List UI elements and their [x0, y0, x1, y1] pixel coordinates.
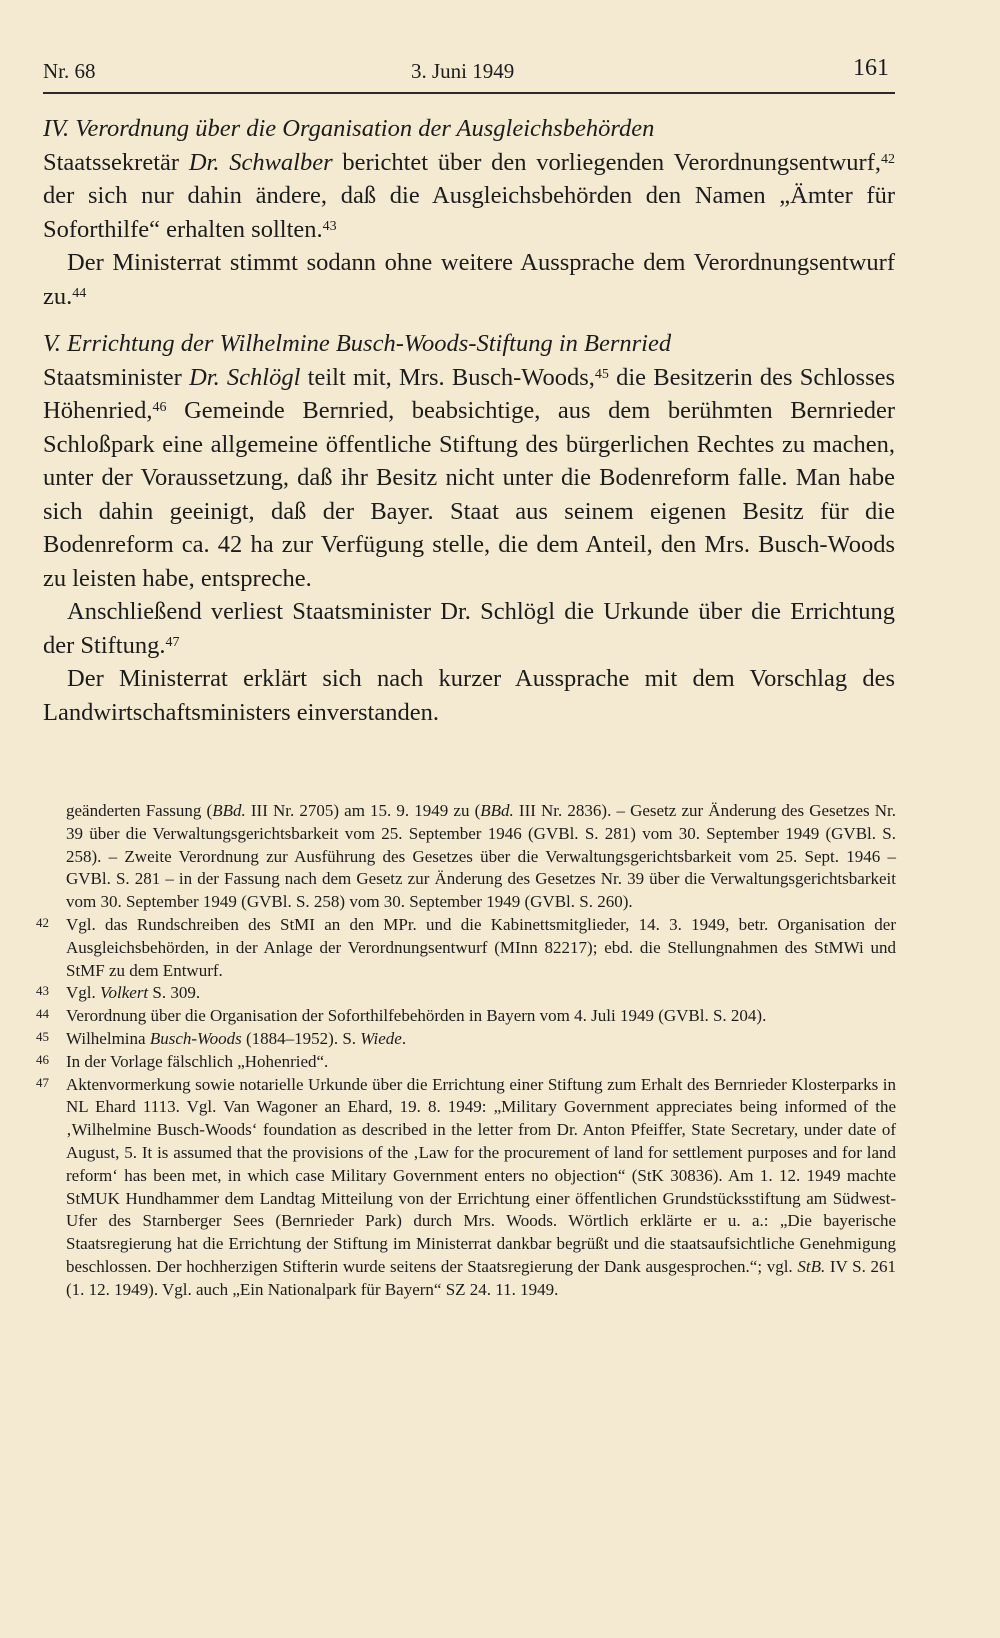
- footnote-number: 44: [36, 1006, 49, 1022]
- paragraph: Der Ministerrat stimmt sodann ohne weitere Aussprache dem Verordnungsentwurf zu.$^{44}$: [43, 249, 895, 310]
- footnote-ref[interactable]: 43: [322, 218, 337, 234]
- footnote-44: 44 Verordnung über die Organisation der Soforthilfebehörden in Bayern vom 4. Juli 1949 (GVBl. S. 204).: [36, 1006, 767, 1026]
- running-header: [43, 55, 895, 89]
- footnote-47: 47 Aktenvormerkung sowie notarielle Urkunde über die Errichtung einer Stiftung zum Erhalt des Bernrieder Klosterparks in NL Ehard 1113. Vgl. Van Wagoner an Ehard, 19. 8. 1949: „Military Government appreciates being informed of the ‚Wilhelmine Busch-Woods‘ foundation as described in the letter from Dr. Anton Pfeiffer, State Secretary, under date of August, 5. It is assumed that the provisions of the ‚Law for the procurement of land for settlement purposes and for land reform‘ has been met, in which case Military Government enters no objection“ (StK 30836). Am 1. 12. 1949 machte StMUK Hundhammer dem Landtag Mitteilung von der Errichtung einer öffentlichen Grundstücksstiftung am Südwest-Ufer des Starnberger Sees (Bernrieder Park) durch Mrs. Woods. Wörtlich erklärte er u. a.: „Die bayerische Staatsregierung hat die Errichtung der Stiftung im Ministerrat dankbar begrüßt und die staatsaufsichtliche Genehmigung beschlossen. Der hochherzigen Stifterin wurde seitens der Staatsregierung der Dank ausgesprochen.“; vgl. StB. IV S. 261 (1. 12. 1949). Vgl. auch „Ein Nationalpark für Bayern“ SZ 24. 11. 1949.: [36, 1074, 896, 1299]
- paragraph: Staatssekretär Dr. Schwalber berichtet über den vorliegenden Verordnungsentwurf,$^{42}$ der sich nur dahin ändere, daß die Ausgleichsbehörden den Namen „Ämter für Soforthilfe“ erhalten sollten.$^{43}$: [43, 148, 895, 243]
- footnote-ref[interactable]: 44: [72, 285, 87, 301]
- footnote-45: 45 Wilhelmina Busch-Woods (1884–1952). S. Wiede.: [36, 1028, 407, 1048]
- section-heading-v: V. Errichtung der Wilhelmine Busch-Woods-Stiftung in Bernried: [43, 330, 672, 357]
- footnote-ref[interactable]: 47: [165, 634, 180, 650]
- footnote-ref[interactable]: 45: [594, 366, 609, 382]
- footnote-46: 46 In der Vorlage fälschlich „Hohenried“.: [36, 1051, 329, 1071]
- paragraph: Staatsminister Dr. Schlögl teilt mit, Mrs. Busch-Woods,$^{45}$ die Besitzerin des Schlosses Höhenried,$^{46}$ Gemeinde Bernried, beabsichtige, aus dem berühmten Bernrieder Schloßpark eine allgemeine öffentliche Stiftung des bürgerlichen Rechtes zu machen, unter der Voraussetzung, daß ihr Besitz nicht unter die Bodenreform falle. Man habe sich dahin geeinigt, daß der Bayer. Staat aus seinem eigenen Besitz für die Bodenreform ca. 42 ha zur Verfügung stelle, die dem Anteil, den Mrs. Busch-Woods zu leisten habe, entspreche.: [43, 363, 896, 592]
- footnote-42: 42 Vgl. das Rundschreiben des StMI an den MPr. und die Kabinettsmitglieder, 14. 3. 1949, betr. Organisation der Ausgleichsbehörden, in der Anlage der Verordnungsentwurf (MInn 82217); ebd. die Stellungnahmen des StMWi und StMF zu dem Entwurf.: [36, 914, 896, 980]
- footnote-continuation: geänderten Fassung (BBd. III Nr. 2705) am 15. 9. 1949 zu (BBd. III Nr. 2836). – Gesetz zur Änderung des Gesetzes Nr. 39 über die Verwaltungsgerichtsbarkeit vom 25. September 1946 (GVBl. S. 281) vom 30. September 1949 (GVBl. S. 258). – Zweite Verordnung zur Ausführung des Gesetzes über die Verwaltungsgerichtsbarkeit vom 25. Sept. 1946 – GVBl. S. 281 – in der Fassung nach dem Gesetz zur Änderung des Gesetzes Nr. 39 über die Verwaltungsgerichtsbarkeit vom 30. September 1949 (GVBl. S. 258) vom 30. September 1949 (GVBl. S. 260).: [66, 801, 896, 912]
- footnote-43: 43 Vgl. Volkert S. 309.: [36, 983, 201, 1003]
- document-number: Nr. 68: [43, 59, 96, 83]
- section-heading-iv: IV. Verordnung über die Organisation der Ausgleichsbehörden: [43, 115, 655, 142]
- paragraph: Anschließend verliest Staatsminister Dr. Schlögl die Urkunde über die Errichtung der Stiftung.$^{47}$: [43, 598, 895, 659]
- footnote-ref[interactable]: 42: [880, 151, 895, 167]
- person-name: Dr. Schlögl: [189, 363, 301, 391]
- footnote-number: 43: [36, 983, 49, 999]
- footnote-ref[interactable]: 46: [152, 400, 167, 415]
- paragraph: Der Ministerrat erklärt sich nach kurzer Aussprache mit dem Vorschlag des Landwirtschaftsministers einverstanden.: [43, 665, 895, 726]
- footnote-number: 47: [36, 1074, 49, 1090]
- footnotes: [36, 800, 896, 1302]
- person-name: Dr. Schwalber: [188, 148, 333, 176]
- footnote-number: 45: [36, 1028, 49, 1044]
- header-date: 3. Juni 1949: [411, 59, 515, 83]
- page-number: 161: [853, 55, 889, 81]
- header-rule: [43, 92, 895, 94]
- main-text: [43, 112, 895, 729]
- footnote-number: 46: [36, 1051, 49, 1067]
- footnote-number: 42: [36, 914, 49, 930]
